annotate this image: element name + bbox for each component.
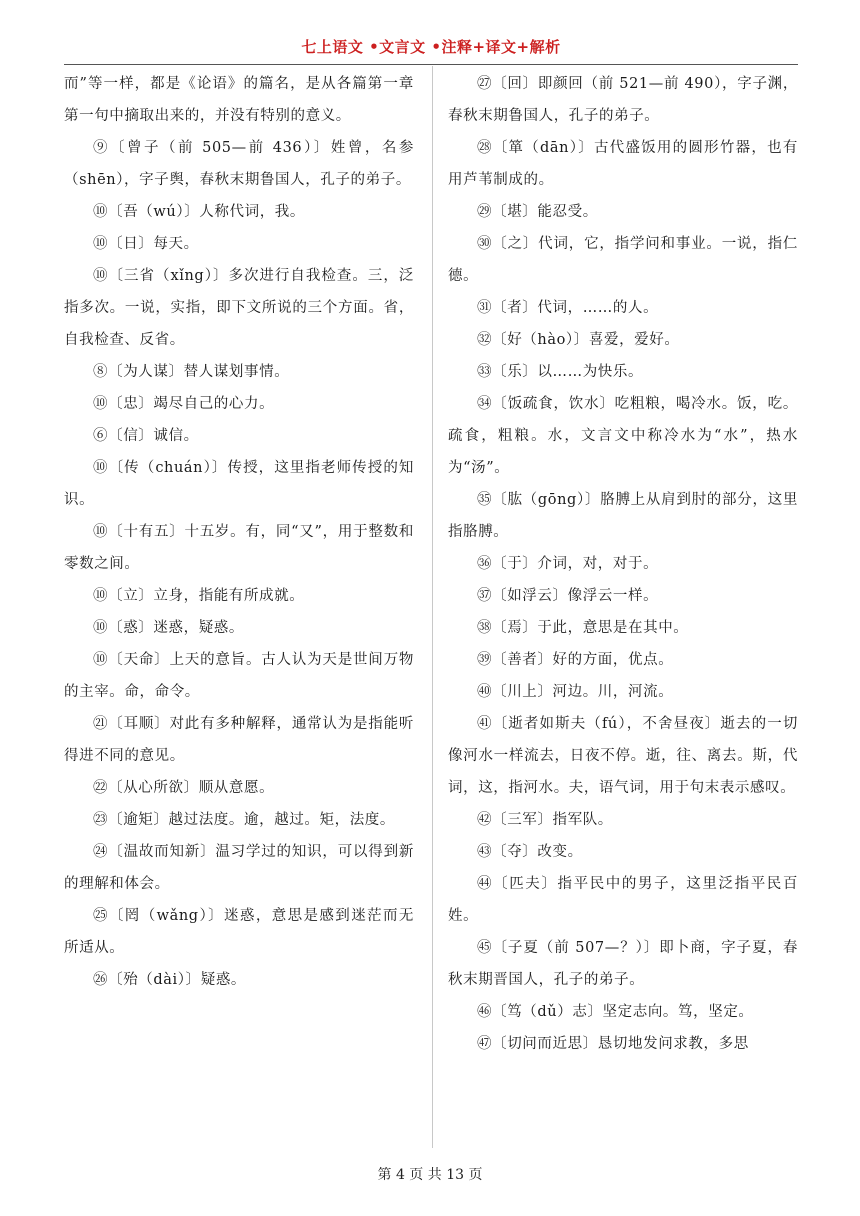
annotation-note bbox=[64, 964, 414, 996]
annotation-note bbox=[448, 1028, 798, 1060]
annotation-note bbox=[448, 836, 798, 868]
note-number: ㊴ bbox=[477, 652, 493, 668]
left-column bbox=[64, 68, 414, 996]
annotation-note bbox=[448, 612, 798, 644]
annotation-note bbox=[64, 836, 414, 900]
annotation-note bbox=[448, 292, 798, 324]
note-number: ㉑ bbox=[93, 716, 109, 732]
annotation-note bbox=[448, 868, 798, 932]
note-text: 〔罔（wǎng）〕迷惑，意思是感到迷茫而无所适从。 bbox=[64, 908, 414, 956]
note-text: 〔三军〕指军队。 bbox=[492, 812, 613, 828]
note-text: 〔乐〕以……为快乐。 bbox=[492, 364, 644, 380]
note-number: ⑧ bbox=[93, 364, 109, 380]
note-number: ⑩ bbox=[93, 460, 109, 476]
annotation-note bbox=[448, 324, 798, 356]
note-text: 〔逝者如斯夫（fú），不舍昼夜〕逝去的一切像河水一样流去，日夜不停。逝，往、离去。斯，代词，这，指河水。夫，语气词，用于句末表示感叹。 bbox=[448, 716, 798, 796]
note-number: ㉞ bbox=[477, 396, 493, 412]
note-text: 而”等一样，都是《论语》的篇名，是从各篇第一章第一句中摘取出来的，并没有特别的意义。 bbox=[64, 76, 414, 124]
annotation-note bbox=[448, 132, 798, 196]
note-number: ㊵ bbox=[477, 684, 493, 700]
annotation-note bbox=[448, 484, 798, 548]
annotation-note bbox=[64, 260, 414, 356]
note-text: 〔于〕介词，对，对于。 bbox=[492, 556, 659, 572]
note-text: 〔子夏（前 507—？）〕即卜商，字子夏，春秋末期晋国人，孔子的弟子。 bbox=[448, 940, 798, 988]
note-number: ㊸ bbox=[477, 844, 493, 860]
note-number: ㉝ bbox=[477, 364, 493, 380]
note-text: 〔川上〕河边。川，河流。 bbox=[492, 684, 674, 700]
note-text: 〔天命〕上天的意旨。古人认为天是世间万物的主宰。命，命令。 bbox=[64, 652, 414, 700]
note-number: ⑩ bbox=[93, 524, 109, 540]
note-text: 〔堪〕能忍受。 bbox=[492, 204, 598, 220]
note-text: 〔信〕诚信。 bbox=[108, 428, 199, 444]
note-number: ㊼ bbox=[477, 1036, 493, 1052]
annotation-note bbox=[64, 900, 414, 964]
annotation-note bbox=[448, 580, 798, 612]
note-text: 〔箪（dān）〕古代盛饭用的圆形竹器，也有用芦苇制成的。 bbox=[448, 140, 798, 188]
note-text: 〔吾（wú）〕人称代词，我。 bbox=[108, 204, 306, 220]
annotation-note bbox=[448, 388, 798, 484]
annotation-note bbox=[448, 548, 798, 580]
note-text: 〔夺〕改变。 bbox=[492, 844, 583, 860]
note-text: 〔者〕代词，……的人。 bbox=[492, 300, 659, 316]
note-text: 〔如浮云〕像浮云一样。 bbox=[492, 588, 659, 604]
note-text: 〔殆（dài）〕疑惑。 bbox=[108, 972, 247, 988]
note-text: 〔立〕立身，指能有所成就。 bbox=[108, 588, 305, 604]
note-number: ⑩ bbox=[93, 236, 109, 252]
annotation-note bbox=[448, 196, 798, 228]
page-footer: 第 4 页 共 13 页 bbox=[377, 1167, 483, 1183]
note-text: 〔三省（xǐng）〕多次进行自我检查。三，泛指多次。一说，实指，即下文所说的三个方面。省，自我检查、反省。 bbox=[64, 268, 414, 348]
note-number: ㉒ bbox=[93, 780, 109, 796]
note-number: ㉘ bbox=[477, 140, 493, 156]
note-number: ㊹ bbox=[477, 876, 494, 892]
annotation-note bbox=[64, 804, 414, 836]
note-text: 〔好（hào）〕喜爱，爱好。 bbox=[492, 332, 680, 348]
note-text: 〔十有五〕十五岁。有，同“又”，用于整数和零数之间。 bbox=[64, 524, 414, 572]
annotation-note bbox=[448, 996, 798, 1028]
annotation-note bbox=[448, 708, 798, 804]
annotation-note bbox=[64, 388, 414, 420]
column-divider bbox=[432, 66, 433, 1148]
note-text: 〔惑〕迷惑，疑惑。 bbox=[108, 620, 245, 636]
header-title: 七上语文 •文言文 •注释+译文+解析 bbox=[301, 38, 561, 56]
annotation-note bbox=[64, 580, 414, 612]
annotation-note bbox=[448, 228, 798, 292]
annotation-note bbox=[64, 644, 414, 708]
note-text: 〔回〕即颜回（前 521—前 490），字子渊，春秋末期鲁国人，孔子的弟子。 bbox=[448, 76, 798, 124]
note-text: 〔笃（dǔ）志〕坚定志向。笃，坚定。 bbox=[492, 1004, 754, 1020]
note-number: ㊳ bbox=[477, 620, 493, 636]
note-text: 〔善者〕好的方面，优点。 bbox=[492, 652, 674, 668]
note-number: ⑨ bbox=[93, 140, 111, 156]
annotation-note bbox=[64, 516, 414, 580]
annotation-note bbox=[448, 804, 798, 836]
note-number: ㉙ bbox=[477, 204, 493, 220]
annotation-note bbox=[448, 356, 798, 388]
annotation-note bbox=[64, 68, 414, 132]
note-number: ㊷ bbox=[477, 812, 493, 828]
note-number: ㊺ bbox=[477, 940, 493, 956]
note-number: ㉔ bbox=[93, 844, 109, 860]
note-number: ⑩ bbox=[93, 652, 109, 668]
annotation-note bbox=[448, 68, 798, 132]
note-text: 〔从心所欲〕顺从意愿。 bbox=[108, 780, 275, 796]
note-number: ⑩ bbox=[93, 204, 109, 220]
note-text: 〔焉〕于此，意思是在其中。 bbox=[492, 620, 689, 636]
note-number: ㉟ bbox=[477, 492, 493, 508]
note-text: 〔饭疏食，饮水〕吃粗粮，喝冷水。饭，吃。疏食，粗粮。水，文言文中称冷水为“水”，热水为“汤”。 bbox=[448, 396, 798, 476]
annotation-note bbox=[64, 228, 414, 260]
annotation-note bbox=[64, 452, 414, 516]
annotation-note bbox=[64, 612, 414, 644]
note-text: 〔之〕代词，它，指学问和事业。一说，指仁德。 bbox=[448, 236, 798, 284]
note-number: ㉗ bbox=[477, 76, 493, 92]
annotation-note bbox=[448, 932, 798, 996]
note-number: ㉖ bbox=[93, 972, 109, 988]
annotation-note bbox=[64, 708, 414, 772]
annotation-note bbox=[64, 356, 414, 388]
note-text: 〔日〕每天。 bbox=[108, 236, 199, 252]
annotation-note bbox=[448, 676, 798, 708]
note-number: ⑩ bbox=[93, 268, 109, 284]
annotation-note bbox=[64, 196, 414, 228]
note-text: 〔匹夫〕指平民中的男子，这里泛指平民百姓。 bbox=[448, 876, 798, 924]
note-text: 〔为人谋〕替人谋划事情。 bbox=[108, 364, 290, 380]
annotation-note bbox=[448, 644, 798, 676]
note-number: ㉓ bbox=[93, 812, 109, 828]
note-text: 〔传（chuán）〕传授，这里指老师传授的知识。 bbox=[64, 460, 414, 508]
note-text: 〔肱（gōng）〕胳膊上从肩到肘的部分，这里指胳膊。 bbox=[448, 492, 798, 540]
note-text: 〔切问而近思〕恳切地发问求教，多思 bbox=[492, 1036, 749, 1052]
note-text: 〔温故而知新〕温习学过的知识，可以得到新的理解和体会。 bbox=[64, 844, 414, 892]
note-number: ⑩ bbox=[93, 396, 109, 412]
note-text: 〔耳顺〕对此有多种解释，通常认为是指能听得进不同的意见。 bbox=[64, 716, 414, 764]
note-number: ⑥ bbox=[93, 428, 109, 444]
note-number: ㉛ bbox=[477, 300, 493, 316]
annotation-note bbox=[64, 772, 414, 804]
note-number: ㊶ bbox=[477, 716, 493, 732]
note-number: ㉚ bbox=[477, 236, 493, 252]
note-number: ㊻ bbox=[477, 1004, 493, 1020]
note-number: ㉕ bbox=[93, 908, 109, 924]
annotation-note bbox=[64, 420, 414, 452]
note-number: ㊱ bbox=[477, 556, 493, 572]
right-column bbox=[448, 68, 798, 1060]
note-number: ㉜ bbox=[477, 332, 493, 348]
note-text: 〔忠〕竭尽自己的心力。 bbox=[108, 396, 275, 412]
annotation-note bbox=[64, 132, 414, 196]
note-number: ㊲ bbox=[477, 588, 493, 604]
note-number: ⑩ bbox=[93, 588, 109, 604]
note-text: 〔曾子（前 505—前 436）〕姓曾，名参（shēn），字子舆，春秋末期鲁国人，孔子的弟子。 bbox=[64, 140, 414, 188]
page-header bbox=[64, 30, 798, 65]
note-text: 〔逾矩〕越过法度。逾，越过。矩，法度。 bbox=[108, 812, 396, 828]
note-number: ⑩ bbox=[93, 620, 109, 636]
